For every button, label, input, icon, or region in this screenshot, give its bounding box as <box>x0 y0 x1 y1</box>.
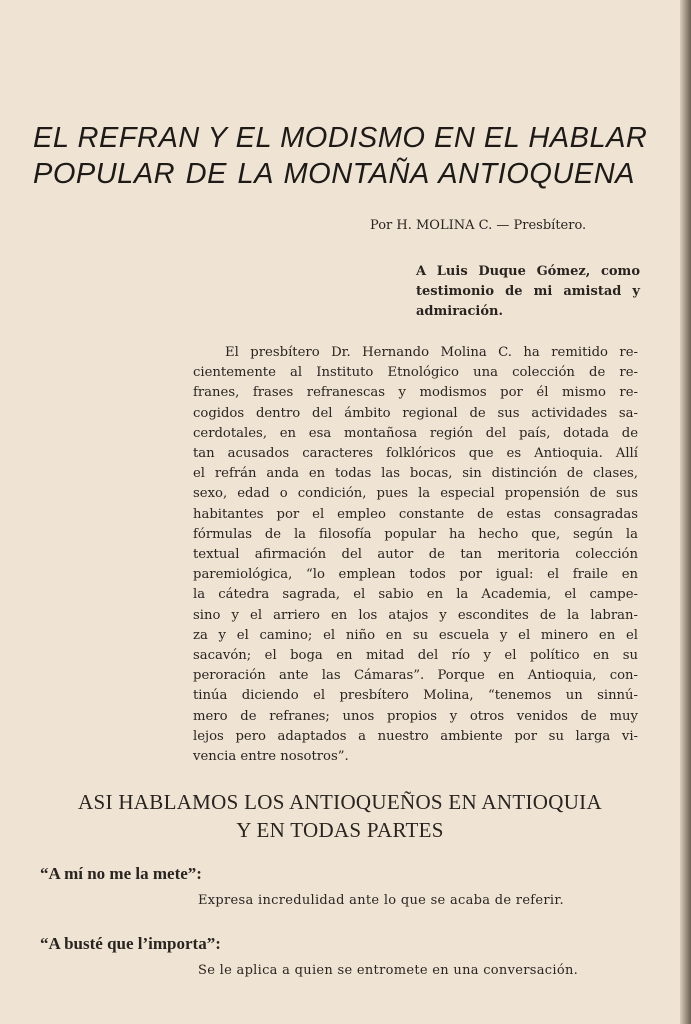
body-line: sino y el arriero en los atajos y escondites de la labran- <box>193 607 638 623</box>
body-line: el refrán anda en todas las bocas, sin distinción de clases, <box>193 466 638 482</box>
saying-phrase: “A mí no me la mete”: <box>40 864 202 883</box>
dedication <box>416 262 640 322</box>
body-line: peroración ante las Cámaras”. Porque en Antioquia, con- <box>193 668 638 684</box>
body-line: mero de refranes; unos propios y otros venidos de muy <box>193 708 638 724</box>
dedication-line: A Luis Duque Gómez, como <box>416 264 640 279</box>
dedication-line: admiración. <box>416 304 503 319</box>
body-line: sacavón; el boga en mitad del río y el político en su <box>193 648 638 664</box>
body-line: la cátedra sagrada, el sabio en la Academia, el campe- <box>193 587 638 603</box>
saying-meaning: Se le aplica a quien se entromete en una conversación. <box>198 963 579 978</box>
body-line: sexo, edad o condición, pues la especial propensión de sus <box>193 486 638 502</box>
body-paragraph <box>193 343 638 767</box>
body-line: vencia entre nosotros”. <box>193 749 349 765</box>
body-line: za y el camino; el niño en su escuela y el minero en el <box>193 627 638 643</box>
body-line: paremiológica, “lo emplean todos por igual: el fraile en <box>193 567 638 583</box>
body-line: franes, frases refranescas y modismos por él mismo re- <box>193 385 638 401</box>
body-line: fórmulas de la filosofía popular ha hecho que, según la <box>193 526 638 542</box>
body-line: tan acusados caracteres folklóricos que es Antioquia. Allí <box>193 446 638 462</box>
body-line: cientemente al Instituto Etnológico una colección de re- <box>193 365 638 381</box>
body-line: cogidos dentro del ámbito regional de sus actividades sa- <box>193 405 638 421</box>
body-line: cerdotales, en esa montañosa región del país, dotada de <box>193 425 638 441</box>
dedication-line: testimonio de mi amistad y <box>416 284 640 299</box>
body-line: textual afirmación del autor de tan meritoria colección <box>193 547 638 563</box>
body-line: lejos pero adaptados a nuestro ambiente por su larga vi- <box>193 728 638 744</box>
section-heading-line-2: Y EN TODAS PARTES <box>236 818 444 842</box>
body-line: El presbítero Dr. Hernando Molina C. ha remitido re- <box>225 345 638 360</box>
page-edge <box>680 0 691 1024</box>
section-heading-line-1: ASI HABLAMOS LOS ANTIOQUEÑOS EN ANTIOQUIA <box>78 790 602 814</box>
article-title-line-1: EL REFRAN Y EL MODISMO EN EL HABLAR <box>33 122 648 154</box>
byline: Por H. MOLINA C. — Presbítero. <box>370 218 587 233</box>
body-line: habitantes por el empleo constante de estas consagradas <box>193 506 638 522</box>
saying-phrase: “A busté que l’importa”: <box>40 934 221 953</box>
body-line: tinúa diciendo el presbítero Molina, “tenemos un sinnú- <box>193 688 638 704</box>
saying-meaning: Expresa incredulidad ante lo que se acaba de referir. <box>198 893 564 908</box>
article-title-line-2: POPULAR DE LA MONTAÑA ANTIOQUENA <box>33 158 635 190</box>
